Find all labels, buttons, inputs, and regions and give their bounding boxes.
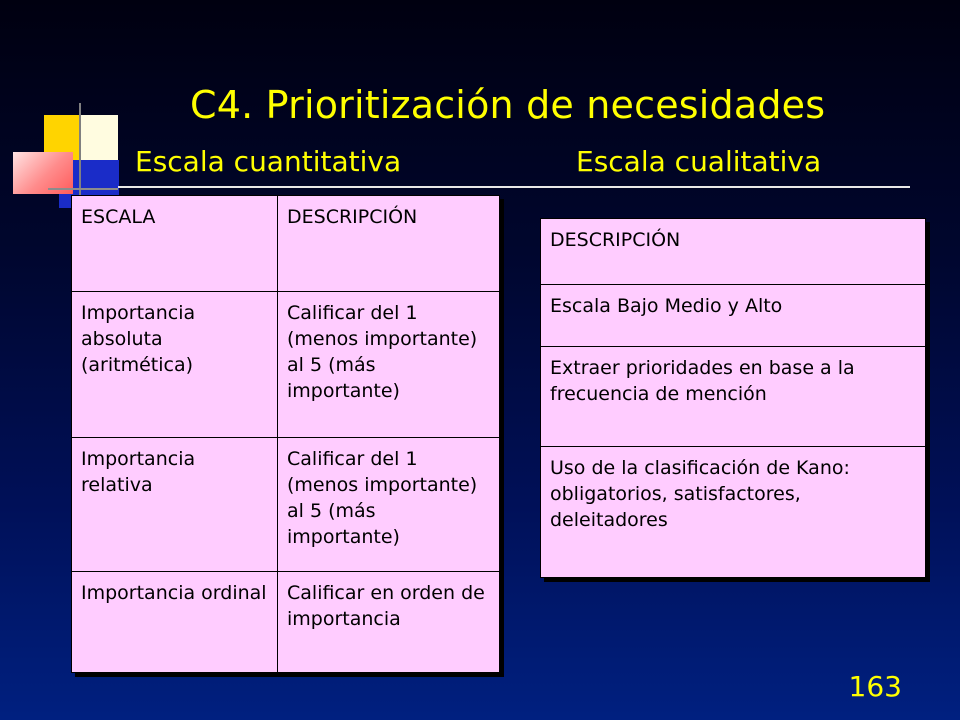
table-header-row: [72, 196, 500, 292]
table-row: [541, 347, 926, 447]
table-header-row: [541, 219, 926, 285]
table-row: [72, 292, 500, 438]
table-row: [541, 447, 926, 578]
decor-short-rule: [48, 188, 118, 190]
cell-description: Calificar en orden de importancia: [278, 572, 500, 673]
header-scale: ESCALA: [72, 196, 278, 292]
title-underline: [118, 186, 910, 188]
quantitative-scale-table: [71, 195, 500, 673]
cell-description: Uso de la clasificación de Kano: obligatorios, satisfactores, deleitadores: [541, 447, 926, 578]
subtitle-quantitative: Escala cuantitativa: [135, 145, 402, 178]
subtitle-qualitative: Escala cualitativa: [576, 145, 822, 178]
header-description: DESCRIPCIÓN: [278, 196, 500, 292]
decor-vertical-line: [79, 103, 81, 195]
cell-scale: Importancia relativa: [72, 438, 278, 572]
cell-description: Extraer prioridades en base a la frecuencia de mención: [541, 347, 926, 447]
cell-scale: Importancia ordinal: [72, 572, 278, 673]
cell-description: Calificar del 1 (menos importante) al 5 (más importante): [278, 438, 500, 572]
qualitative-scale-table: [540, 218, 926, 578]
table-row: [72, 438, 500, 572]
page-number: 163: [848, 670, 902, 703]
cell-description: Escala Bajo Medio y Alto: [541, 285, 926, 347]
cell-description: Calificar del 1 (menos importante) al 5 (más importante): [278, 292, 500, 438]
cell-scale: Importancia absoluta (aritmética): [72, 292, 278, 438]
table-row: [72, 572, 500, 673]
table-row: [541, 285, 926, 347]
slide-title: C4. Prioritización de necesidades: [190, 83, 826, 127]
header-description: DESCRIPCIÓN: [541, 219, 926, 285]
